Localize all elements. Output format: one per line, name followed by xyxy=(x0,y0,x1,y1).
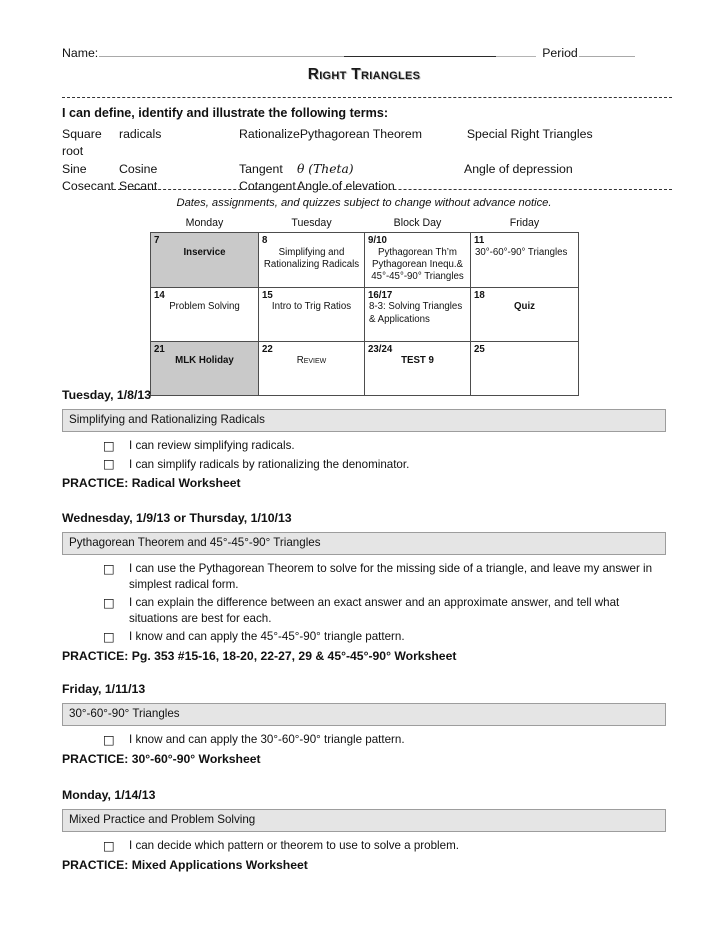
calendar-cell xyxy=(365,233,471,288)
divider-top xyxy=(62,97,672,98)
section-date: Wednesday, 1/9/13 or Thursday, 1/10/13 xyxy=(62,511,292,525)
calendar-day-number: 23/24 xyxy=(368,343,393,355)
calendar-cell-text: Review xyxy=(296,355,327,367)
name-blank-line[interactable] xyxy=(99,44,344,57)
checkbox-icon[interactable]: □ xyxy=(103,628,115,644)
objective-text: I know and can apply the 45°-45°-90° triangle pattern. xyxy=(129,630,405,644)
period-label: Period xyxy=(542,46,578,60)
section-date: Tuesday, 1/8/13 xyxy=(62,388,152,402)
calendar-cell xyxy=(259,287,365,341)
objective-text: I can simplify radicals by rationalizing the denominator. xyxy=(129,457,410,471)
period-blank-line[interactable] xyxy=(579,44,635,57)
practice-line: PRACTICE: Mixed Applications Worksheet xyxy=(62,857,308,872)
term: Tangent xyxy=(239,161,283,176)
term: Pythagorean Theorem xyxy=(299,127,422,141)
objective-text: I can explain the difference between an exact answer and an approximate answer, and tell what situations are best for each. xyxy=(129,596,620,625)
section-topic-bar: Pythagorean Theorem and 45°-45°-90° Triangles xyxy=(62,532,666,555)
terms-heading: I can define, identify and illustrate the following terms: xyxy=(62,106,389,120)
day-header-tuesday: Tuesday xyxy=(291,217,332,229)
term: Sine xyxy=(62,161,87,176)
objective-item[interactable] xyxy=(103,838,666,854)
objective-item[interactable] xyxy=(103,629,666,645)
term: Special Right Triangles xyxy=(466,127,593,141)
objective-list xyxy=(62,561,666,645)
day-section xyxy=(62,388,666,491)
calendar-cell-text: TEST 9 xyxy=(401,355,434,367)
calendar-day-number: 25 xyxy=(474,343,485,355)
calendar-cell-text: MLK Holiday xyxy=(175,355,234,367)
calendar-cell-text: Pythagorean Th’m Pythagorean Inequ.& 45°-45°-90° Triangles xyxy=(371,246,464,283)
section-date: Friday, 1/11/13 xyxy=(62,682,146,696)
calendar-day-number: 15 xyxy=(262,289,273,301)
calendar-cell xyxy=(151,233,259,288)
name-label: Name: xyxy=(62,46,99,60)
calendar xyxy=(150,217,578,396)
term-theta: θ (Theta) xyxy=(297,161,354,176)
calendar-day-number: 11 xyxy=(474,235,485,246)
checkbox-icon[interactable]: □ xyxy=(103,837,115,853)
name-blank-line-tail[interactable] xyxy=(496,44,536,57)
calendar-cell-text: 30°-60°-90° Triangles xyxy=(475,246,568,258)
name-blank-line-dark[interactable] xyxy=(344,44,496,57)
objective-list xyxy=(62,732,666,748)
day-section xyxy=(62,682,666,767)
calendar-cell-text: Intro to Trig Ratios xyxy=(271,301,352,313)
calendar-cell-text: Simplifying and Rationalizing Radicals xyxy=(263,246,360,270)
term: Angle of depression xyxy=(464,161,573,176)
terms-row xyxy=(62,178,677,195)
calendar-table xyxy=(150,217,579,396)
calendar-cell-text: Inservice xyxy=(183,246,226,258)
terms-grid xyxy=(62,126,677,196)
checkbox-icon[interactable]: □ xyxy=(103,731,115,747)
objective-item[interactable] xyxy=(103,561,666,592)
day-section xyxy=(62,511,666,664)
objective-list xyxy=(62,438,666,472)
day-header-friday: Friday xyxy=(509,217,540,229)
calendar-day-number: 18 xyxy=(474,289,485,301)
objective-item[interactable] xyxy=(103,595,666,626)
day-section xyxy=(62,788,666,873)
term: Square root xyxy=(62,127,102,159)
term: Secant xyxy=(119,179,158,194)
objective-item[interactable] xyxy=(103,457,666,473)
calendar-header-row xyxy=(151,217,579,233)
objective-text: I can use the Pythagorean Theorem to solve for the missing side of a triangle, and leave my answer in simplest radical form. xyxy=(129,562,653,591)
terms-row xyxy=(62,126,677,161)
calendar-day-number: 21 xyxy=(154,343,165,355)
section-date: Monday, 1/14/13 xyxy=(62,788,156,802)
term: Cotangent xyxy=(239,179,296,194)
calendar-cell xyxy=(471,233,579,288)
calendar-cell xyxy=(259,233,365,288)
calendar-week-row xyxy=(151,287,579,341)
objective-text: I know and can apply the 30°-60°-90° triangle pattern. xyxy=(129,733,405,746)
checkbox-icon[interactable]: □ xyxy=(103,560,115,576)
section-topic-bar: 30°-60°-90° Triangles xyxy=(62,703,666,726)
calendar-day-number: 14 xyxy=(154,289,165,301)
term: radicals xyxy=(119,127,162,141)
calendar-cell-text: 8-3: Solving Triangles & Applications xyxy=(369,301,463,325)
practice-line: PRACTICE: Pg. 353 #15-16, 18-20, 22-27, 29 & 45°-45°-90° Worksheet xyxy=(62,648,457,663)
calendar-body xyxy=(151,233,579,396)
day-header-blockday: Block Day xyxy=(393,217,442,229)
checkbox-icon[interactable]: □ xyxy=(103,437,115,453)
calendar-cell-text: Quiz xyxy=(514,301,535,313)
calendar-cell xyxy=(471,287,579,341)
calendar-day-number: 9/10 xyxy=(368,235,387,246)
page-title: Right Triangles xyxy=(307,66,421,83)
calendar-day-number: 22 xyxy=(262,343,273,355)
practice-line: PRACTICE: Radical Worksheet xyxy=(62,476,241,491)
practice-line: PRACTICE: 30°-60°-90° Worksheet xyxy=(62,751,261,766)
section-topic-bar: Mixed Practice and Problem Solving xyxy=(62,809,666,832)
objective-item[interactable] xyxy=(103,438,666,454)
objective-text: I can review simplifying radicals. xyxy=(129,439,295,452)
term: Angle of elevation xyxy=(297,179,395,194)
calendar-day-number: 16/17 xyxy=(368,289,393,301)
checkbox-icon[interactable]: □ xyxy=(103,594,115,610)
calendar-cell xyxy=(151,287,259,341)
term: Cosecant xyxy=(62,179,114,194)
objective-list xyxy=(62,838,666,854)
day-header-monday: Monday xyxy=(185,217,224,229)
name-period-row xyxy=(62,44,666,64)
calendar-note: Dates, assignments, and quizzes subject to change without advance notice. xyxy=(176,197,552,209)
divider-bottom xyxy=(108,189,672,190)
term: Rationalize xyxy=(239,127,300,141)
term xyxy=(464,178,677,195)
section-topic-bar: Simplifying and Rationalizing Radicals xyxy=(62,409,666,432)
calendar-day-number: 8 xyxy=(262,235,268,246)
terms-row xyxy=(62,161,677,178)
calendar-cell-text: Problem Solving xyxy=(169,301,240,313)
calendar-cell xyxy=(365,287,471,341)
checkbox-icon[interactable]: □ xyxy=(103,456,115,472)
term: Cosine xyxy=(119,161,158,176)
objective-item[interactable] xyxy=(103,732,666,748)
objective-text: I can decide which pattern or theorem to use to solve a problem. xyxy=(129,839,459,852)
calendar-day-number: 7 xyxy=(154,235,160,246)
calendar-week-row xyxy=(151,233,579,288)
